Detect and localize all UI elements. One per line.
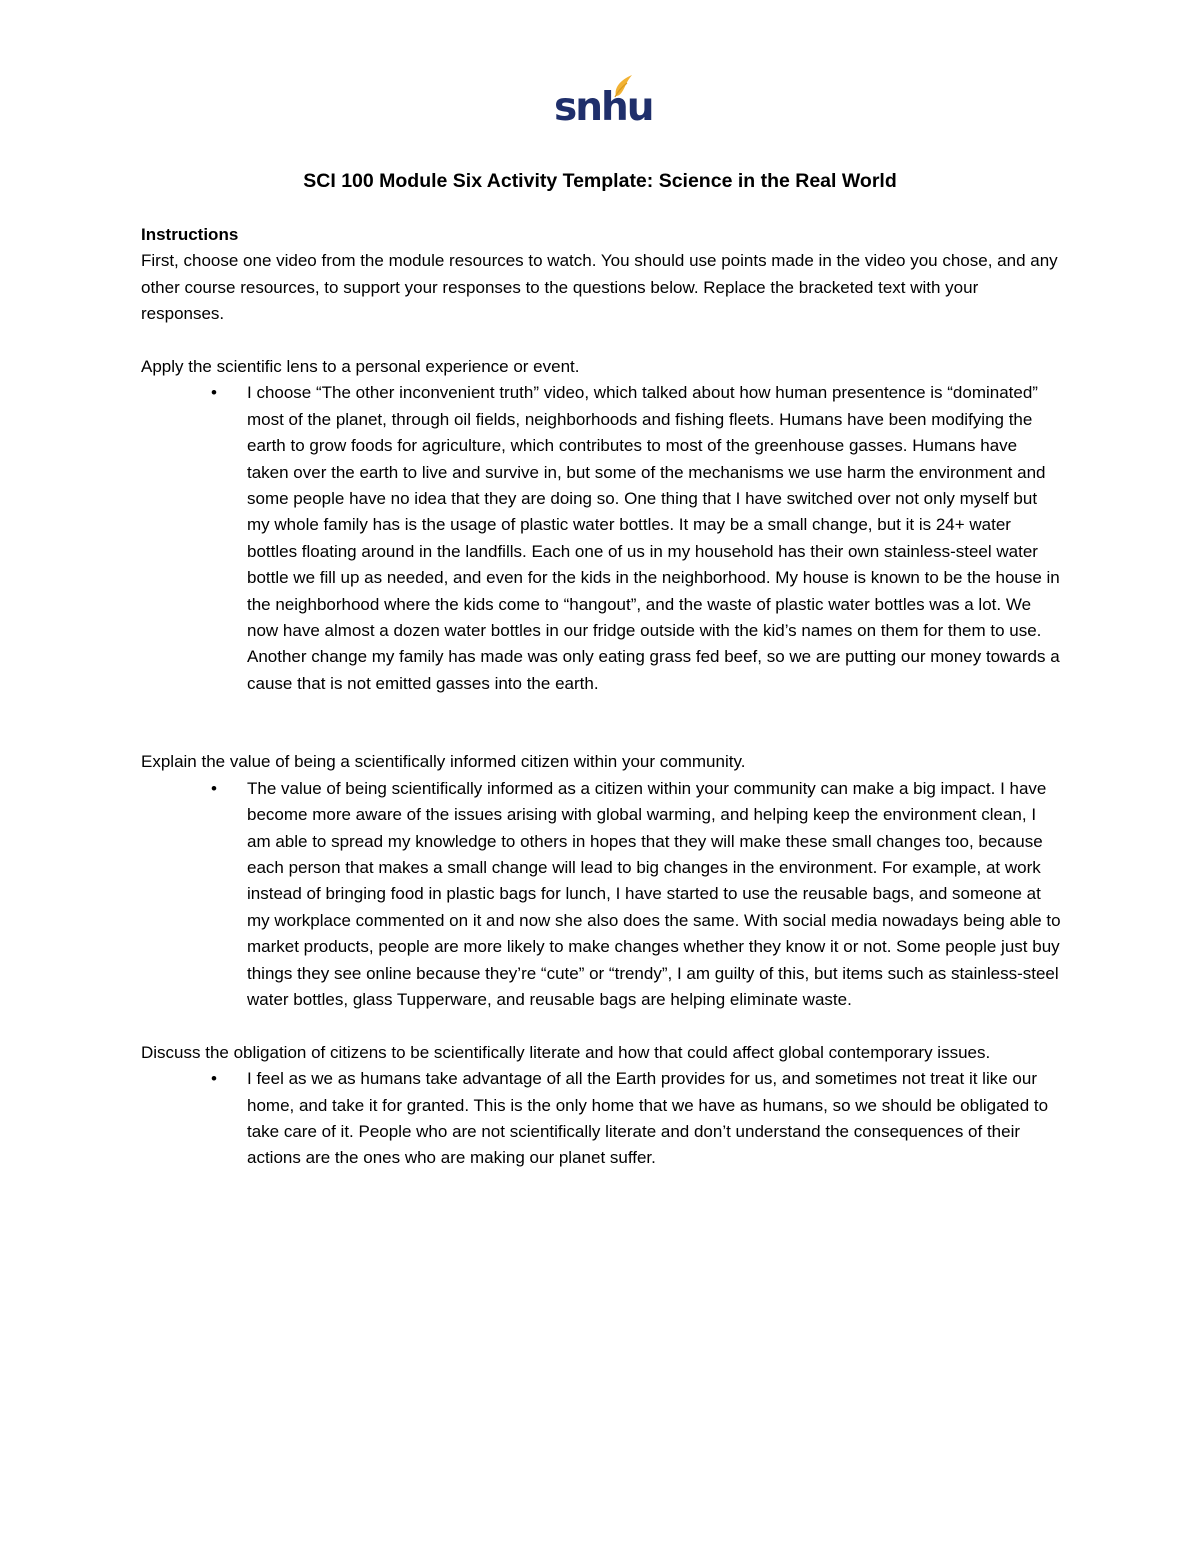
- instructions-text: First, choose one video from the module resources to watch. You should use points made in the video you chose, and any other course resources, to support your responses to the questions below. Replace the bracketed text with your responses.: [141, 251, 1058, 324]
- list-item: [141, 1066, 1061, 1172]
- section-response-3: I feel as we as humans take advantage of all the Earth provides for us, and sometimes not treat it like our home, and take it for granted. This is the only home that we have as humans, so we should be obligated to take care of it. People who are not scientifically literate and don’t understand the consequences of their actions are the ones who are making our planet suffer.: [247, 1069, 1049, 1168]
- list-item: [141, 776, 1061, 1014]
- list-item: [141, 380, 1061, 697]
- section-prompt-2: Explain the value of being a scientifically informed citizen within your community.: [141, 752, 746, 772]
- document-title: SCI 100 Module Six Activity Template: Science in the Real World: [303, 170, 897, 192]
- section-prompt-1: Apply the scientific lens to a personal experience or event.: [141, 357, 580, 377]
- section-prompt-3: Discuss the obligation of citizens to be scientifically literate and how that could affect global contemporary issues.: [141, 1042, 991, 1062]
- flame-leaf-icon: [612, 74, 634, 98]
- section-response-1: I choose “The other inconvenient truth” video, which talked about how human presentence is “dominated” most of the planet, through oil fields, neighborhoods and fishing fleets. Humans have been modifying the earth to grow foods for agriculture, which contributes to most of the greenhouse gasses. Humans have taken over the earth to live and survive in, but some of the mechanisms we use harm the environment and some people have no idea that they are doing so. One thing that I have switched over not only myself but my whole family has is the usage of plastic water bottles. It may be a small change, but it is 24+ water bottles floating around in the landfills. Each one of us in my household has their own stainless-steel water bottle we fill up as needed, and even for the kids in the neighborhood. My house is known to be the house in the neighborhood where the kids come to “hangout”, and the waste of plastic water bottles was a lot. We now have almost a dozen water bottles in our fridge outside with the kid’s names on them for them to use. Another change my family has made was only eating grass fed beef, so we are putting our money towards a cause that is not emitted gasses into the earth.: [247, 383, 1060, 693]
- logo-wordmark: snhu: [554, 85, 653, 130]
- document-body: [141, 222, 1061, 1172]
- snhu-logo: [554, 74, 653, 134]
- bullet-icon: •: [211, 778, 217, 798]
- section-response-2: The value of being scientifically informed as a citizen within your community can make a big impact. I have become more aware of the issues arising with global warming, and helping keep the environment clean, I am able to spread my knowledge to others in hopes that they will make these small changes too, because each person that makes a small change will lead to big changes in the environment. For example, at work instead of bringing food in plastic bags for lunch, I have started to use the reusable bags, and someone at my workplace commented on it and now she also does the same. With social media nowadays being able to market products, people are more likely to make changes whether they know it or not. Some people just buy things they see online because they’re “cute” or “trendy”, I am guilty of this, but items such as stainless-steel water bottles, glass Tupperware, and reusable bags are helping eliminate waste.: [247, 778, 1061, 1009]
- bullet-icon: •: [211, 383, 217, 403]
- bullet-icon: •: [211, 1069, 217, 1089]
- instructions-heading: Instructions: [141, 225, 239, 244]
